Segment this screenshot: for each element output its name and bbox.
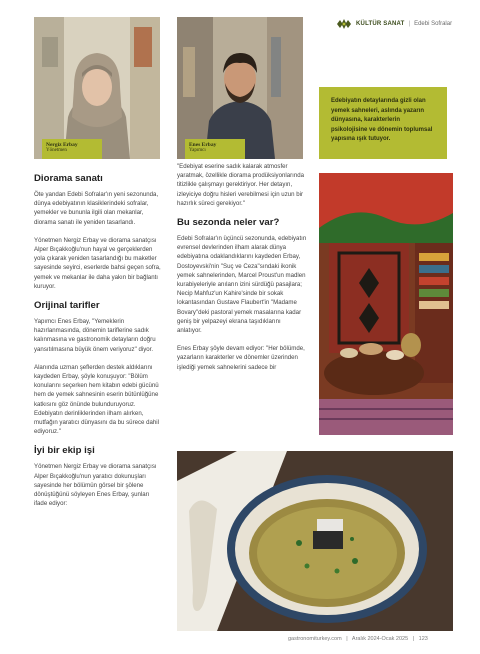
- page-number: 123: [418, 636, 428, 642]
- paragraph: Yapımcı Enes Erbay, "Yemeklerin hazırlanmasında, dönemin tariflerine sadık kalınmasına ve gastronomik detayların doğru yansıtılmasına büyük önem veriyoruz" diyor.: [34, 318, 156, 353]
- subheading: İyi bir ekip işi: [34, 445, 95, 457]
- portrait-role: Yapımcı: [189, 148, 206, 153]
- portrait-caption: [185, 139, 245, 159]
- portrait-caption: [42, 139, 102, 159]
- pull-quote: Edebiyatın detaylarında gizli olan yemek sahneleri, aslında yazarın dünyasına, karakterlerin psikolojisine ve dönemin toplumsal yapısına ışık tutuyor.: [319, 87, 447, 159]
- header-section: Edebi Sofralar: [414, 21, 453, 27]
- portrait-name: Nergiz Erbay: [46, 142, 78, 148]
- article-column-2: [177, 162, 307, 381]
- section-header: [336, 17, 472, 31]
- soup-photo: [177, 451, 453, 631]
- paragraph: Edebi Sofralar'ın üçüncü sezonunda, edebiyatın evrensel devlerinden ilham alarak dünya edebiyatına odaklandıklarını kaydeden Erbay, Dostoyevski'nin "Suç ve Ceza"sındaki ikonik yemek sahnelerinden, Marcel Proust'un madlen kurabiyeleriyle anıların izini sürdüğü pasajlara; Necip Mahfuz'un Kahire'sinde bir sokak lokantasından Gustave Flaubert'in "Madame Bovary"deki pastoral yemek masalarına kadar geniş bir yelpazeyi ekrana taşıdıklarını anlatıyor.: [177, 235, 307, 335]
- subheading: Bu sezonda neler var?: [177, 217, 280, 229]
- footer-separator: |: [412, 636, 415, 642]
- footer-website[interactable]: gastronomiturkey.com: [288, 636, 342, 642]
- portrait-enes-erbay: [177, 17, 303, 159]
- subheading: Orijinal tarifler: [34, 300, 100, 312]
- paragraph: "Edebiyat eserine sadık kalarak atmosfer yaratmak, özellikle diorama prodüksiyonlarında titizlikle çalışmayı gerektiriyor. Her detayın, izleyiciye doğru hisleri verebilmesi için uzun bir hazırlık süreci gerekiyor.": [177, 163, 305, 207]
- kultur-sanat-logo-icon: [336, 18, 352, 30]
- header-brand: KÜLTÜR SANAT: [356, 21, 405, 27]
- diorama-photo: [319, 173, 453, 435]
- article-column-1: [34, 173, 164, 517]
- portrait-role: Yönetmen: [46, 148, 67, 153]
- paragraph: Yönetmen Nergiz Erbay ve diorama sanatçısı Alper Bıçakkoğlu'nun yaratıcı dokunuşları sayesinde her bölümün görsel bir şölene dönüştüğünü söyleyen Enes Erbay, şunları ifade ediyor:: [34, 463, 157, 508]
- footer-issue: Aralık 2024-Ocak 2025: [351, 636, 409, 642]
- footer-separator: |: [346, 636, 348, 642]
- paragraph: Öte yandan Edebi Sofralar'ın yeni sezonunda, dünya edebiyatının klasiklerindeki sofralar, yemekler ve bununla ilgili olan mekanlar, diorama sanatı ile yeniden tasarlandı.: [34, 191, 159, 226]
- page-footer: [288, 636, 468, 642]
- header-separator: |: [408, 21, 411, 27]
- portrait-name: Enes Erbay: [189, 142, 217, 148]
- paragraph: Alanında uzman şeflerden destek aldıklarını kaydeden Erbay, şöyle konuşuyor: "Bölüm konularını seçerken hem kitabın edebi gücünü hem de yemek sahnesinin eserin bütünlüğüne katkısını göz önünde bulunduruyoruz. Edebiyatın derinliklerinden ilham alırken, mutfağın yaratıcı dünyasını da bu sürece dahil ediyoruz.": [34, 363, 159, 436]
- subheading: Diorama sanatı: [34, 173, 103, 184]
- portrait-nergiz-erbay: [34, 17, 160, 159]
- paragraph: Enes Erbay şöyle devam ediyor: "Her bölümde, yazarların karakterler ve dönemler üzerinden işlediği yemek sahnelerini sadece bir: [177, 345, 305, 371]
- paragraph: Yönetmen Nergiz Erbay ve diorama sanatçısı Alper Bıçakkoğlu'nun hayal ve gerçeklerden yola çıkarak yeniden tasarlandığı bu maketler sayesinde seyirci, eserlerde bahsi geçen sofra, yemek ve mekanlar ile daha yakın bir bağlantı kuruyor.: [34, 236, 161, 290]
